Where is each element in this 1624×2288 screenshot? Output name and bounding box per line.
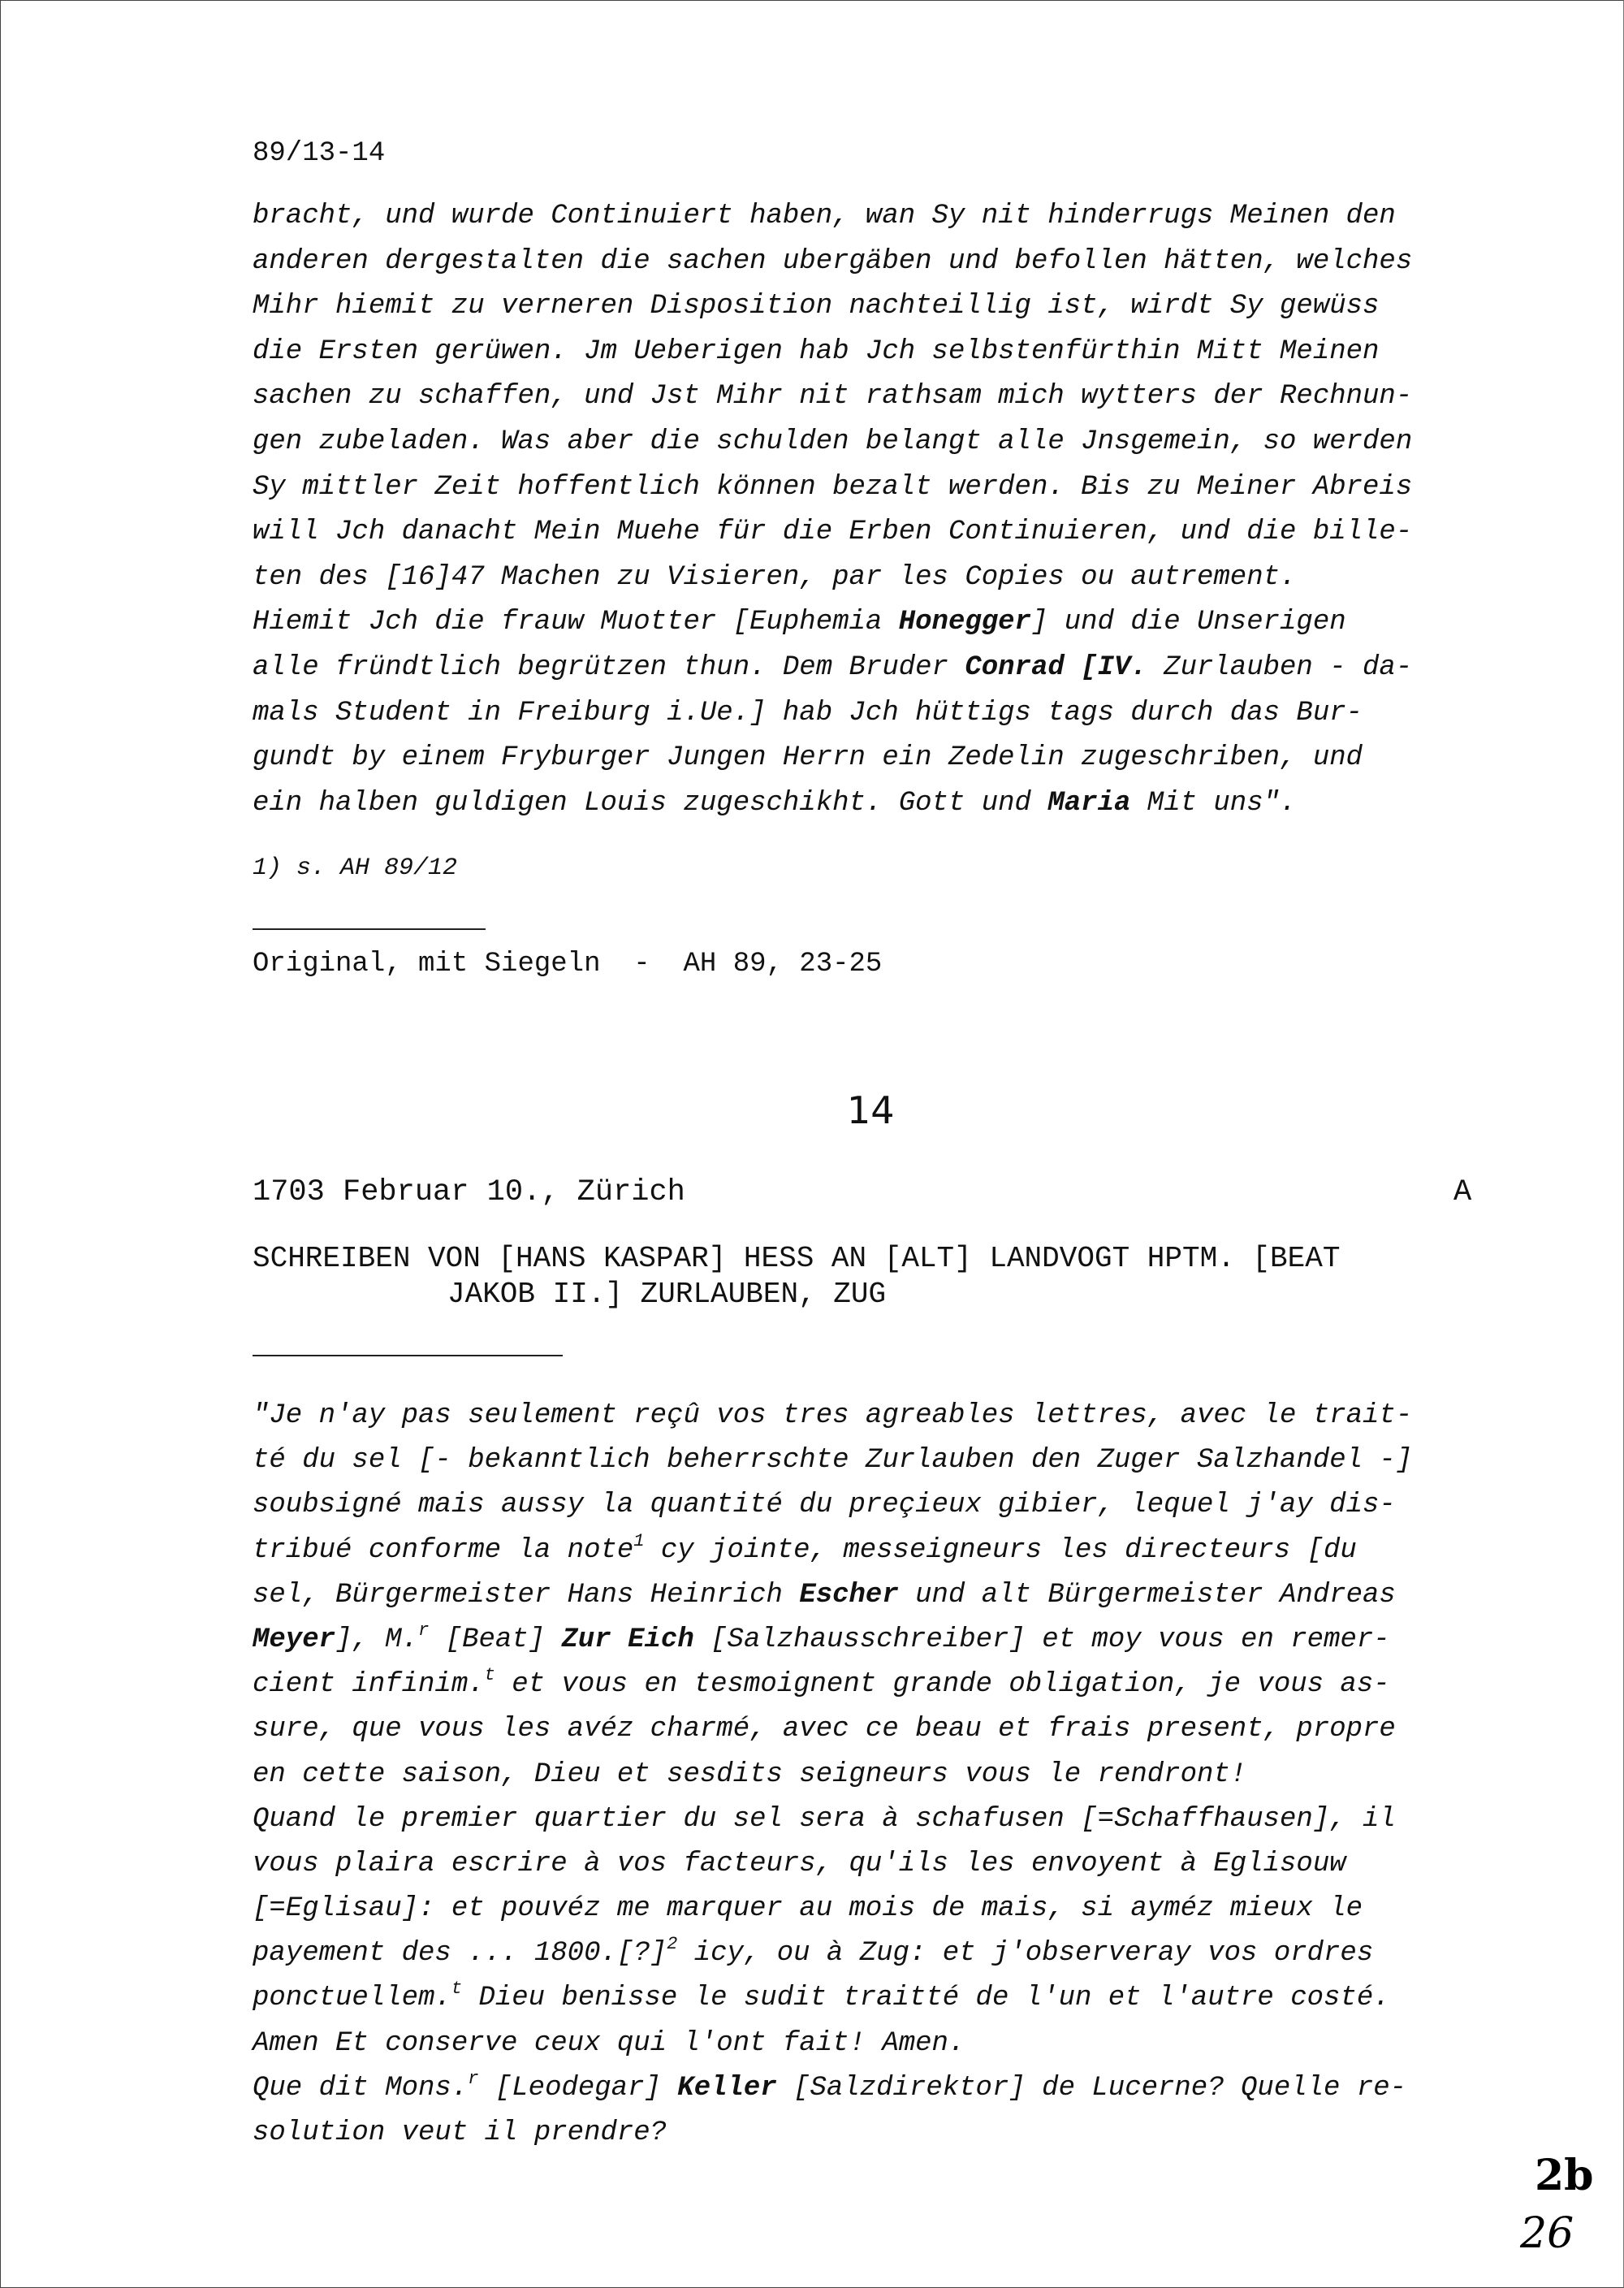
footnote: 1) s. AH 89/12 bbox=[253, 854, 458, 882]
name-honegger: Honegger bbox=[898, 607, 1031, 638]
text-line: ein halben guldigen Louis zugeschikht. Gott und Maria Mit uns". bbox=[253, 787, 1297, 819]
heading-line: SCHREIBEN VON [HANS KASPAR] HESS AN [ALT] LANDVOGT HPTM. [BEAT bbox=[253, 1242, 1341, 1275]
text-line: die Ersten gerüwen. Jm Ueberigen hab Jch selbstenfürthin Mitt Meinen bbox=[253, 335, 1380, 367]
text-line: cient infinim.$^t$ et vous en tesmoignent grande obligation, je vous as- bbox=[253, 1665, 1390, 1701]
date-place: 1703 Februar 10., Zürich bbox=[253, 1175, 685, 1209]
text-line: en cette saison, Dieu et sesdits seigneurs vous le rendront! bbox=[253, 1758, 1247, 1790]
text-line: ponctuellem.$^t$ Dieu benisse le sudit traitté de l'un et l'autre costé. bbox=[253, 1979, 1390, 2014]
text-line: mals Student in Freiburg i.Ue.] hab Jch hüttigs tags durch das Bur- bbox=[253, 697, 1363, 729]
name-maria: Maria bbox=[1047, 787, 1131, 819]
heading-line: JAKOB II.] ZURLAUBEN, ZUG bbox=[447, 1278, 887, 1311]
text-line: Sy mittler Zeit hoffentlich können bezalt werden. Bis zu Meiner Abreis bbox=[253, 471, 1413, 503]
superscript: t bbox=[451, 1979, 463, 2000]
text-line: sel, Bürgermeister Hans Heinrich Escher und alt Bürgermeister Andreas bbox=[253, 1579, 1396, 1611]
text-line: tribué conforme la note$^1$ cy jointe, messeigneurs les directeurs [du bbox=[253, 1530, 1357, 1566]
footnote-marker: 1 bbox=[633, 1530, 645, 1551]
text-line: payement des ... 1800.[?]$^2$ icy, ou à Zug: et j'observeray vos ordres bbox=[253, 1934, 1374, 1970]
text-line: solution veut il prendre? bbox=[253, 2117, 667, 2148]
text-line: Quand le premier quartier du sel sera à schafusen [=Schaffhausen], il bbox=[253, 1803, 1396, 1835]
text-line: Mihr hiemit zu verneren Disposition nachteillig ist, wirdt Sy gewüss bbox=[253, 291, 1380, 322]
letter-continuation bbox=[253, 194, 1495, 826]
name-conrad: Conrad [IV. bbox=[965, 651, 1147, 683]
name-meyer: Meyer bbox=[253, 1624, 336, 1655]
text-line: Amen Et conserve ceux qui l'ont fait! Amen. bbox=[253, 2027, 965, 2059]
text-line: anderen dergestalten die sachen ubergäben und befollen hätten, welches bbox=[253, 245, 1413, 277]
handwritten-page-mark: 2b bbox=[1535, 2151, 1594, 2200]
letter-body bbox=[253, 1394, 1495, 2156]
text-line: ten des [16]47 Machen zu Visieren, par les Copies ou autrement. bbox=[253, 561, 1297, 593]
name-keller: Keller bbox=[677, 2072, 777, 2104]
page-identifier: 89/13-14 bbox=[253, 138, 386, 169]
superscript: t bbox=[484, 1665, 495, 1686]
edition-mark: A bbox=[1453, 1175, 1472, 1209]
document-number: 14 bbox=[847, 1088, 895, 1132]
text-line: will Jch danacht Mein Muehe für die Erben Continuieren, und die bille- bbox=[253, 517, 1413, 548]
text-line: vous plaira escrire à vos facteurs, qu'ils les envoyent à Eglisouw bbox=[253, 1848, 1346, 1879]
text-line: Meyer], M.$^r$ [Beat] Zur Eich [Salzhausschreiber] et moy vous en remer- bbox=[253, 1620, 1390, 1655]
footnote-marker: 2 bbox=[667, 1934, 678, 1955]
text-line: Que dit Mons.$^r$ [Leodegar] Keller [Salzdirektor] de Lucerne? Quelle re- bbox=[253, 2068, 1407, 2104]
name-escher: Escher bbox=[799, 1579, 899, 1611]
separator-rule bbox=[253, 1355, 563, 1356]
text-line: alle fründtlich begrützen thun. Dem Bruder Conrad [IV. Zurlauben - da- bbox=[253, 651, 1413, 683]
text-line: [=Eglisau]: et pouvéz me marquer au mois de mais, si ayméz mieux le bbox=[253, 1893, 1363, 1925]
text-line: sure, que vous les avéz charmé, avec ce beau et frais present, propre bbox=[253, 1714, 1396, 1745]
superscript: r bbox=[468, 2068, 479, 2089]
text-line: gen zubeladen. Was aber die schulden belangt alle Jnsgemein, so werden bbox=[253, 426, 1413, 457]
text-line: soubsigné mais aussy la quantité du preçieux gibier, lequel j'ay dis- bbox=[253, 1490, 1396, 1521]
text-line: bracht, und wurde Continuiert haben, wan Sy nit hinderrugs Meinen den bbox=[253, 201, 1396, 231]
handwritten-page-mark: 26 bbox=[1520, 2209, 1574, 2258]
text-line: "Je n'ay pas seulement reçû vos tres agreables lettres, avec le trait- bbox=[253, 1400, 1413, 1431]
source-reference: Original, mit Siegeln - AH 89, 23-25 bbox=[253, 949, 883, 980]
text-line: Hiemit Jch die frauw Muotter [Euphemia Honegger] und die Unserigen bbox=[253, 607, 1346, 638]
name-zur-eich: Zur Eich bbox=[561, 1624, 694, 1655]
document-heading bbox=[253, 1241, 1340, 1313]
text-line: sachen zu schaffen, und Jst Mihr nit rathsam mich wytters der Rechnun- bbox=[253, 381, 1413, 413]
text-line: gundt by einem Fryburger Jungen Herrn ein Zedelin zugeschriben, und bbox=[253, 742, 1363, 774]
superscript: r bbox=[418, 1620, 430, 1641]
text-line: té du sel [- bekanntlich beherrschte Zurlauben den Zuger Salzhandel -] bbox=[253, 1445, 1413, 1477]
separator-rule bbox=[253, 928, 486, 930]
